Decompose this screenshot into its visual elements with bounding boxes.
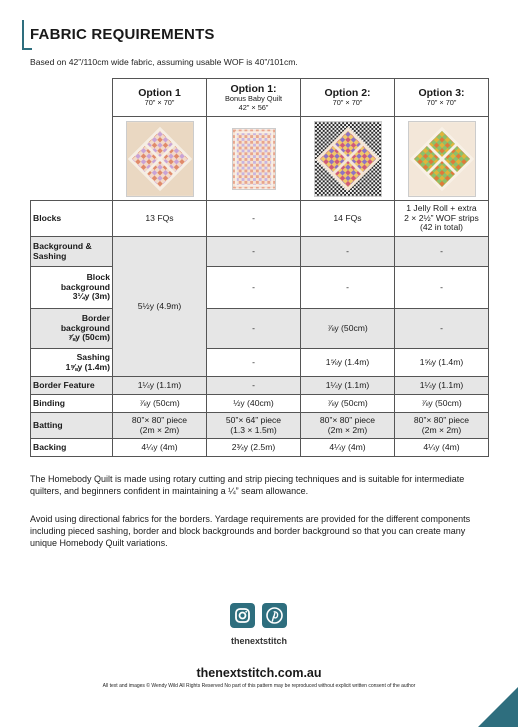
cell-option-3 <box>395 413 489 439</box>
cell-option-2: 4¼y (4m) <box>301 439 395 457</box>
quilt-image-option-1 <box>126 121 194 197</box>
cell-option-1-merged: 5½y (4.9m) <box>113 237 207 377</box>
row-label <box>31 309 113 349</box>
row-label: Backing <box>31 439 113 457</box>
pinterest-icon <box>262 603 287 628</box>
cell-line: (2m × 2m) <box>139 424 180 435</box>
cell-option-2: ⅞y (50cm) <box>301 395 395 413</box>
quilt-image-cell <box>113 117 207 201</box>
row-label: Blocks <box>31 201 113 237</box>
cell-option-1 <box>113 413 207 439</box>
table-row-background-sashing <box>31 237 489 267</box>
row-label <box>31 349 113 377</box>
cell-baby: ½y (40cm) <box>207 395 301 413</box>
fabric-requirements-table <box>30 78 489 457</box>
website-link[interactable]: thenextstitch.com.au <box>196 666 322 680</box>
quilt-image-cell <box>207 117 301 201</box>
quilt-image-option-3 <box>408 121 476 197</box>
row-label: Batting <box>31 413 113 439</box>
option-extra: Bonus Baby Quilt <box>224 94 283 104</box>
table-row-batting <box>31 413 489 439</box>
cell-option-2: ⅞y (50cm) <box>301 309 395 349</box>
instagram-icon <box>230 603 255 628</box>
row-label-line: Sashing <box>76 351 110 362</box>
cell-baby: - <box>207 267 301 309</box>
cell-line: 50”× 64” piece <box>225 414 282 425</box>
cell-option-3: - <box>395 309 489 349</box>
row-label-line: Border <box>81 312 110 323</box>
row-label-line: background <box>60 281 110 292</box>
cell-baby: - <box>207 377 301 395</box>
row-label-line: Block <box>86 271 110 282</box>
cell-option-1: 13 FQs <box>113 201 207 237</box>
cell-option-1: ⅞y (50cm) <box>113 395 207 413</box>
header-option-3 <box>395 79 489 117</box>
cell-line: 80”× 80” piece <box>131 414 188 425</box>
option-label: Option 1: <box>230 82 277 95</box>
cell-option-3 <box>395 201 489 237</box>
option-size: 42” × 56” <box>238 102 269 112</box>
instagram-link[interactable] <box>230 603 255 628</box>
cell-option-2: 1⅝y (1.4m) <box>301 349 395 377</box>
row-label: Binding <box>31 395 113 413</box>
cell-line: (1.3 × 1.5m) <box>230 424 277 435</box>
cell-option-3: 1¼y (1.1m) <box>395 377 489 395</box>
cell-option-3: 1⅝y (1.4m) <box>395 349 489 377</box>
cell-baby <box>207 413 301 439</box>
cell-option-2: 14 FQs <box>301 201 395 237</box>
quilt-image-row <box>31 117 489 201</box>
option-size: 70” × 70” <box>426 98 457 108</box>
quilt-image-option-2 <box>314 121 382 197</box>
corner-triangle-decoration <box>478 687 518 727</box>
table-row-block-background <box>31 267 489 309</box>
row-label-line: Sashing <box>33 250 67 261</box>
cell-option-3: 4¼y (4m) <box>395 439 489 457</box>
copyright-notice: All text and images © Wendy Wild All Rights Reserved No part of this pattern may be reproduced without explicit written consent of the author <box>102 683 416 689</box>
cell-line: 80”× 80” piece <box>413 414 470 425</box>
row-label-line: background <box>60 322 110 333</box>
row-label <box>31 267 113 309</box>
option-label: Option 1 <box>138 87 181 100</box>
fabric-advice-paragraph: Avoid using directional fabrics for the borders. Yardage requirements are provided for the different components including pieced sashing, border and block backgrounds and border background so that you can create many unique Homebody Quilt variations. <box>30 514 471 548</box>
option-size: 70” × 70” <box>332 98 363 108</box>
cell-baby: 2¾y (2.5m) <box>207 439 301 457</box>
table-corner-empty <box>31 79 113 117</box>
quilt-image-baby <box>232 128 276 190</box>
quilt-image-cell <box>395 117 489 201</box>
cell-baby: - <box>207 349 301 377</box>
row-label: Border Feature <box>31 377 113 395</box>
quilt-image-cell <box>301 117 395 201</box>
cell-line: (2m × 2m) <box>327 424 368 435</box>
page-subtitle: Based on 42”/110cm wide fabric, assuming usable WOF is 40”/101cm. <box>30 57 298 67</box>
cell-option-3: - <box>395 267 489 309</box>
intro-paragraph: The Homebody Quilt is made using rotary cutting and strip piecing techniques and is suitable for intermediate quilters, and beginners confident in maintaining a ¼” seam allowance. <box>30 474 465 496</box>
cell-baby: - <box>207 201 301 237</box>
table-row-binding <box>31 395 489 413</box>
row-label-line: 1⅝y (1.4m) <box>65 361 110 372</box>
row-label-line: ⅞y (50cm) <box>67 332 110 343</box>
header-option-1 <box>113 79 207 117</box>
row-label-line: Background & <box>33 240 92 251</box>
header-option-1-baby <box>207 79 301 117</box>
cell-line: 80”× 80” piece <box>319 414 376 425</box>
table-row-sashing <box>31 349 489 377</box>
cell-option-2 <box>301 413 395 439</box>
cell-option-2: - <box>301 267 395 309</box>
social-handle: thenextstitch <box>230 636 287 646</box>
option-label: Option 2: <box>324 87 371 100</box>
cell-baby: - <box>207 309 301 349</box>
cell-line: 1 Jelly Roll + extra <box>406 202 477 213</box>
table-row-backing <box>31 439 489 457</box>
cell-option-2: - <box>301 237 395 267</box>
cell-line: (2m × 2m) <box>421 424 462 435</box>
image-row-empty <box>31 117 113 201</box>
table-header-row <box>31 79 489 117</box>
cell-option-3: ⅞y (50cm) <box>395 395 489 413</box>
cell-line: 2 × 2½” WOF strips <box>404 212 479 223</box>
option-label: Option 3: <box>418 87 465 100</box>
cell-baby: - <box>207 237 301 267</box>
option-size: 70” × 70” <box>144 98 175 108</box>
cell-option-3: - <box>395 237 489 267</box>
table-row-blocks <box>31 201 489 237</box>
cell-option-1: 4¼y (4m) <box>113 439 207 457</box>
pinterest-link[interactable] <box>262 603 287 628</box>
table-row-border-background <box>31 309 489 349</box>
cell-option-2: 1¼y (1.1m) <box>301 377 395 395</box>
page-title: FABRIC REQUIREMENTS <box>30 26 215 43</box>
cell-line: (42 in total) <box>420 222 463 233</box>
header-option-2 <box>301 79 395 117</box>
cell-option-1: 1¼y (1.1m) <box>113 377 207 395</box>
table-row-border-feature <box>31 377 489 395</box>
row-label <box>31 237 113 267</box>
row-label-line: 3¼y (3m) <box>72 291 110 302</box>
